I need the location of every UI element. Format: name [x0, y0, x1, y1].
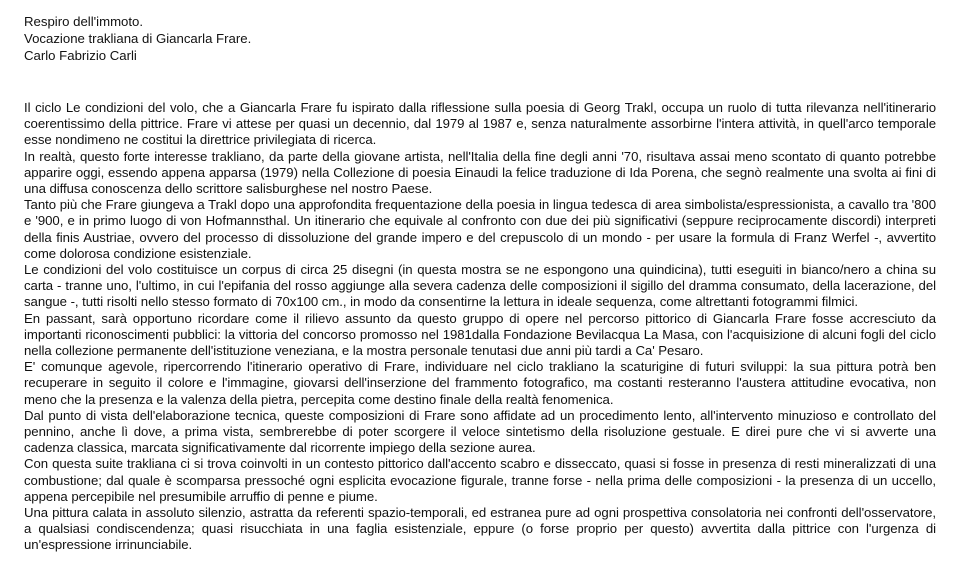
document-header — [24, 13, 936, 64]
paragraph: Una pittura calata in assoluto silenzio, astratta da referenti spazio-temporali, ed estranea pure ad ogni prospettiva consolatoria nei confronti dell'osservatore, a qualsiasi condiscendenza; quasi risucchiata in una faglia esistenziale, eppure (o forse proprio per questo) avvertita dalla pittrice con l'urgenza di un'espressione irrinunciabile. — [24, 505, 936, 553]
document-title: Respiro dell'immoto. — [24, 14, 144, 29]
document-author: Carlo Fabrizio Carli — [24, 48, 137, 63]
paragraph: Dal punto di vista dell'elaborazione tecnica, queste composizioni di Frare sono affidate ad un procedimento lento, all'intervento minuzioso e controllato del pennino, anche lì dove, a prima vista, sembrerebbe di poter scorgere il veloce sintetismo della risoluzione gestuale. E direi pure che vi si avverte una cadenza classica, marcata significativamente dal ricorrente impiego della sezione aurea. — [24, 407, 936, 456]
paragraph: Le condizioni del volo costituisce un corpus di circa 25 disegni (in questa mostra se ne espongono una quindicina), tutti eseguiti in bianco/nero a china su carta - tranne uno, l'ultimo, in cui l'epifania del rosso aggiunge alla severa cadenza delle composizioni il sigillo del dramma consumato, della lacerazione, del sangue -, tutti risolti nello stesso formato di 70x100 cm., in modo da consentirne la lettura in ideale sequenza, come altrettanti fotogrammi filmici. — [24, 262, 936, 310]
paragraph: E' comunque agevole, ripercorrendo l'itinerario operativo di Frare, individuare nel ciclo trakliano la scaturigine di futuri sviluppi: la sua pittura potrà ben recuperare in seguito il colore e l'immagine, giovarsi dell'inserzione del frammento fotografico, ma costanti resteranno l'austera attitudine evocativa, non meno che la presenza e la valenza della pietra, percepita come destino finale della realtà fenomenica. — [24, 359, 936, 407]
document-subtitle: Vocazione trakliana di Giancarla Frare. — [24, 31, 252, 46]
paragraph: Il ciclo Le condizioni del volo, che a Giancarla Frare fu ispirato dalla riflessione sulla poesia di Georg Trakl, occupa un ruolo di tutta rilevanza nell'itinerario coerentissimo della pittrice. Frare vi attese per quasi un decennio, dal 1979 al 1987 e, senza naturalmente assorbirne l'intera attività, in quell'arco temporale esse nondimeno ne costitui la direttrice privilegiata di ricerca. — [24, 100, 936, 148]
paragraph: Con questa suite trakliana ci si trova coinvolti in un contesto pittorico dall'accento scabro e disseccato, quasi si fosse in presenza di resti mineralizzati di una combustione; dal quale è scomparsa pressoché ogni esplicita evocazione figurale, tranne forse - nella prima delle composizioni - la presenza di un uccello, appena percepibile nel presumibile arruffio di penne e piume. — [24, 456, 936, 504]
paragraph: Tanto più che Frare giungeva a Trakl dopo una approfondita frequentazione della poesia in lingua tedesca di area simbolista/espressionista, a cavallo tra '800 e '900, e in primo luogo di von Hofmannsthal. Un itinerario che equivale al confronto con due dei più significativi (seppure reciprocamente discordi) interpreti della finis Austriae, ovvero del processo di dissoluzione del grande impero e del crepuscolo di un mondo - per usare la formula di Franz Werfel -, avvertito come dolorosa condizione esistenziale. — [24, 197, 936, 261]
paragraph: En passant, sarà opportuno ricordare come il rilievo assunto da questo gruppo di opere nel percorso pittorico di Giancarla Frare fosse accresciuto da importanti riconoscimenti pubblici: la vittoria del concorso promosso nel 1981dalla Fondazione Bevilacqua La Masa, con l'acquisizione di alcuni fogli del ciclo nella collezione permanente dell'istituzione veneziana, e la mostra personale tenutasi due anni più tardi a Ca' Pesaro. — [24, 310, 936, 359]
document-body — [24, 100, 936, 554]
paragraph: In realtà, questo forte interesse trakliano, da parte della giovane artista, nell'Italia della fine degli anni '70, risultava assai meno scontato di quanto potrebbe apparire oggi, essendo appena apparsa (1979) nella Collezione di poesia Einaudi la felice traduzione di Ida Porena, che segnò realmente una svolta ai fini di una diffusa conoscenza dello scrittore salisburghese nel nostro Paese. — [24, 148, 936, 197]
